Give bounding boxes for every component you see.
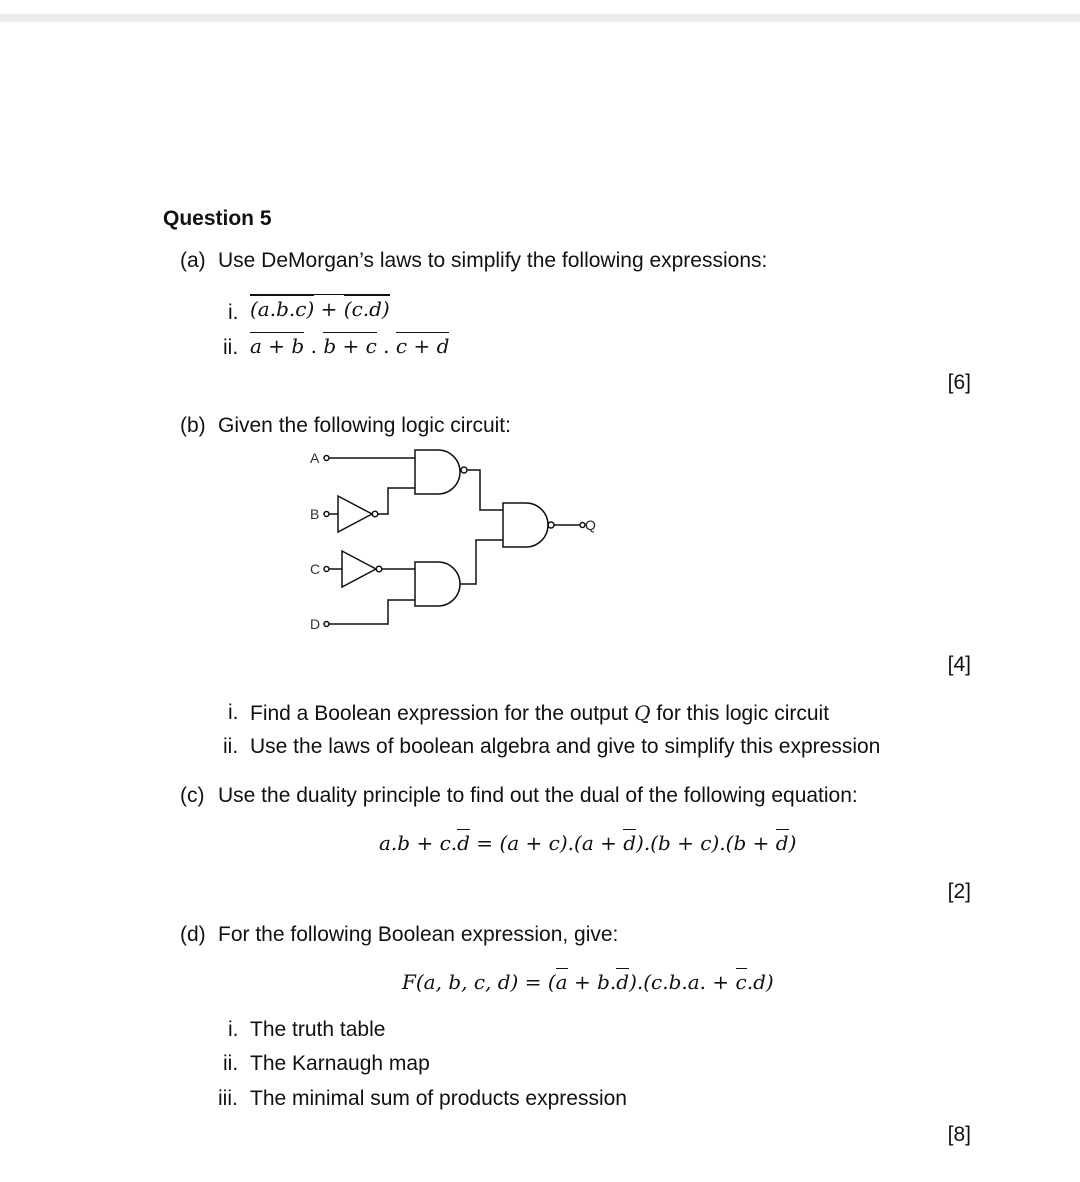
part-d-equation: F(a, b, c, d) = (a + b.d).(c.b.a. + c.d) — [402, 970, 774, 994]
and-gate-bottom — [415, 562, 460, 606]
part-d-label: (d) — [180, 923, 206, 946]
part-d-iii-label: iii. — [218, 1087, 238, 1110]
part-b-label: (b) — [180, 414, 206, 437]
part-c-equation: a.b + c.d = (a + c).(a + d).(b + c).(b + d) — [379, 831, 797, 855]
nand-gate-output — [503, 503, 548, 547]
part-b-ii-label: ii. — [223, 735, 239, 758]
nand-gate-top-bubble — [461, 467, 467, 473]
wire-d — [329, 600, 415, 624]
part-d-i-label: i. — [228, 1018, 239, 1041]
part-d-ii-label: ii. — [223, 1052, 239, 1075]
part-b-ii-text: Use the laws of boolean algebra and give to simplify this expression — [250, 735, 881, 758]
part-d-text: For the following Boolean expression, give: — [218, 923, 619, 946]
input-d-label: D — [310, 616, 321, 632]
part-a-i-label: i. — [228, 301, 239, 324]
part-a-marks: [6] — [947, 371, 971, 394]
input-a-label: A — [310, 450, 320, 466]
part-a-label: (a) — [180, 249, 206, 272]
part-b-i-text-before: Find a Boolean expression for the output — [250, 702, 629, 725]
part-c-marks: [2] — [947, 880, 971, 903]
wire-and-out — [460, 540, 503, 584]
part-b-i-var: Q — [634, 701, 651, 725]
input-c-terminal — [324, 567, 329, 572]
part-b-marks: [4] — [947, 653, 971, 676]
part-b-i-text — [250, 701, 829, 726]
part-b-text: Given the following logic circuit: — [218, 414, 511, 437]
wire-nand-out — [467, 470, 503, 510]
input-d-terminal — [324, 622, 329, 627]
logic-circuit-diagram — [300, 440, 610, 640]
part-d-marks: [8] — [947, 1123, 971, 1146]
wire-not-b — [378, 488, 415, 514]
part-c-text: Use the duality principle to find out the dual of the following equation: — [218, 784, 858, 807]
part-d-ii-text: The Karnaugh map — [250, 1052, 430, 1075]
part-b-i-text-after: for this logic circuit — [656, 702, 830, 725]
input-a-terminal — [324, 456, 329, 461]
part-b-i-label: i. — [228, 701, 239, 724]
input-c-label: C — [310, 561, 321, 577]
part-a-ii-expression: a + b . b + c . c + d — [250, 334, 450, 358]
not-gate-b — [338, 496, 372, 532]
part-a-text: Use DeMorgan’s laws to simplify the following expressions: — [218, 249, 768, 272]
not-gate-c — [342, 551, 376, 587]
part-a-ii-label: ii. — [223, 336, 239, 359]
nand-gate-top — [415, 450, 460, 494]
part-c-label: (c) — [180, 784, 205, 807]
output-q-label: Q — [585, 517, 596, 533]
input-b-label: B — [310, 506, 320, 522]
nand-gate-output-bubble — [548, 522, 554, 528]
part-a-i-expression: (a.b.c) + (c.d) — [250, 297, 390, 321]
question-title: Question 5 — [163, 207, 272, 230]
part-d-i-text: The truth table — [250, 1018, 386, 1041]
part-d-iii-text: The minimal sum of products expression — [250, 1087, 627, 1110]
input-b-terminal — [324, 512, 329, 517]
viewer-top-bar — [0, 0, 1080, 22]
